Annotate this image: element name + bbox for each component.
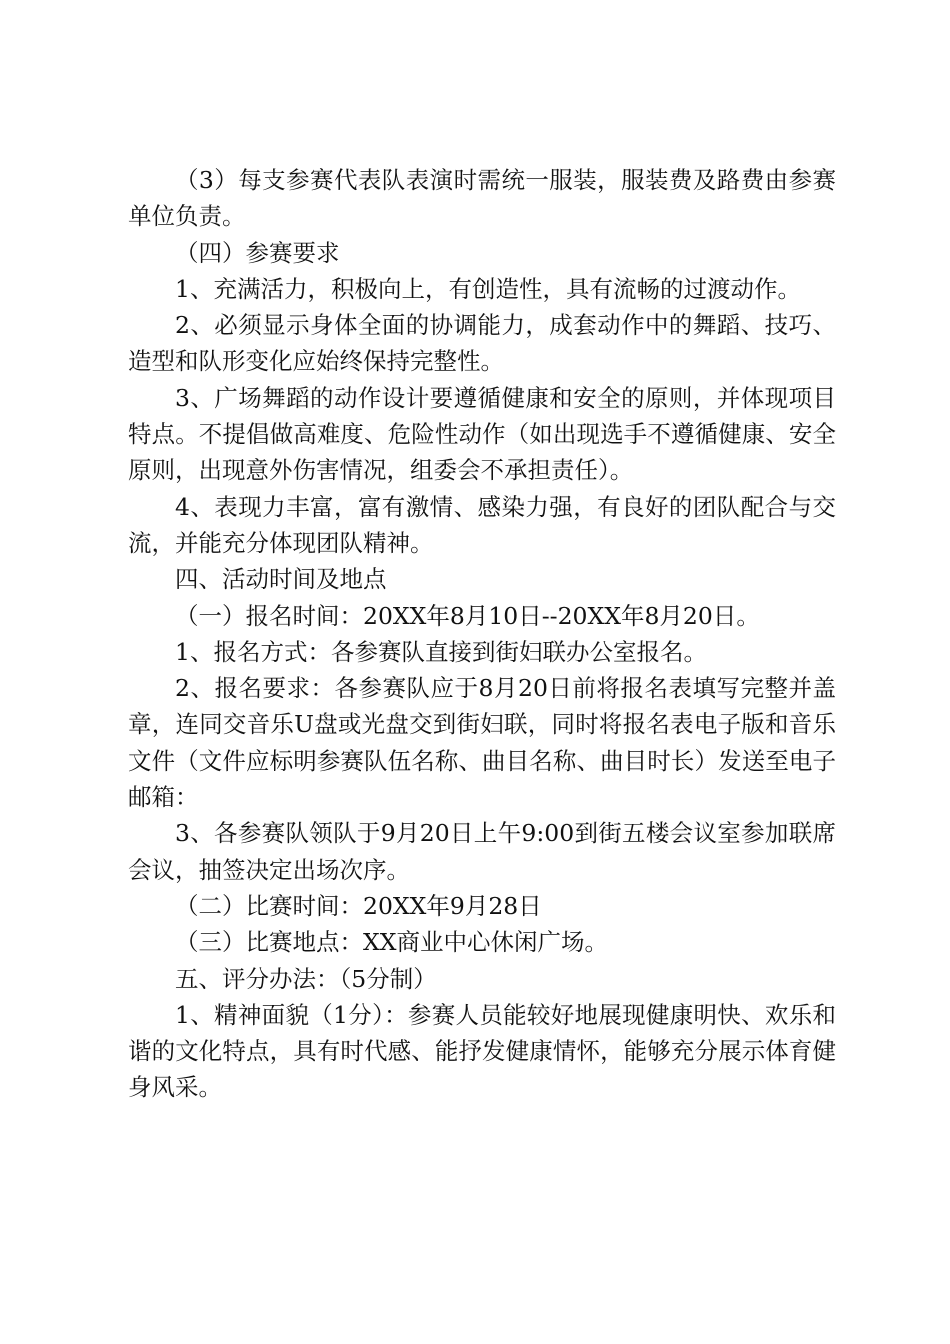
section-heading-scoring: 五、评分办法：（5分制） [175,964,437,993]
paragraph-costume-fees: （3）每支参赛代表队表演时需统一服装，服装费及路费由参赛单位负责。 [128,166,836,231]
paragraph-requirement-1: 1、充满活力，积极向上，有创造性，具有流畅的过渡动作。 [175,274,801,303]
paragraph-competition-location: （三）比赛地点：XX商业中心休闲广场。 [175,928,608,957]
paragraph-scoring-spirit: 1、精神面貌（1分）：参赛人员能较好地展现健康明快、欢乐和谐的文化特点，具有时代感、能抒发健康情怀，能够充分展示体育健身风采。 [128,1000,836,1102]
paragraph-requirement-2: 2、必须显示身体全面的协调能力，成套动作中的舞蹈、技巧、造型和队形变化应始终保持完整性。 [128,311,836,376]
paragraph-registration-time: （一）报名时间：20XX年8月10日--20XX年8月20日。 [175,601,760,630]
subheading-requirements: （四）参赛要求 [175,238,340,267]
document-body [128,162,836,1106]
paragraph-registration-method: 1、报名方式：各参赛队直接到街妇联办公室报名。 [175,637,707,666]
paragraph-registration-requirements: 2、报名要求：各参赛队应于8月20日前将报名表填写完整并盖章，连同交音乐U盘或光盘交到街妇联，同时将报名表电子版和音乐文件（文件应标明参赛队伍名称、曲目名称、曲目时长）发送至电子邮箱： [128,674,836,812]
paragraph-requirement-4: 4、表现力丰富，富有激情、感染力强，有良好的团队配合与交流，并能充分体现团队精神。 [128,492,836,557]
paragraph-team-leader-meeting: 3、各参赛队领队于9月20日上午9:00到街五楼会议室参加联席会议，抽签决定出场次序。 [128,819,836,884]
section-heading-time-location: 四、活动时间及地点 [175,565,387,594]
paragraph-requirement-3: 3、广场舞蹈的动作设计要遵循健康和安全的原则，并体现项目特点。不提倡做高难度、危险性动作（如出现选手不遵循健康、安全原则，出现意外伤害情况，组委会不承担责任）。 [128,383,836,485]
paragraph-competition-time: （二）比赛时间：20XX年9月28日 [175,891,542,920]
